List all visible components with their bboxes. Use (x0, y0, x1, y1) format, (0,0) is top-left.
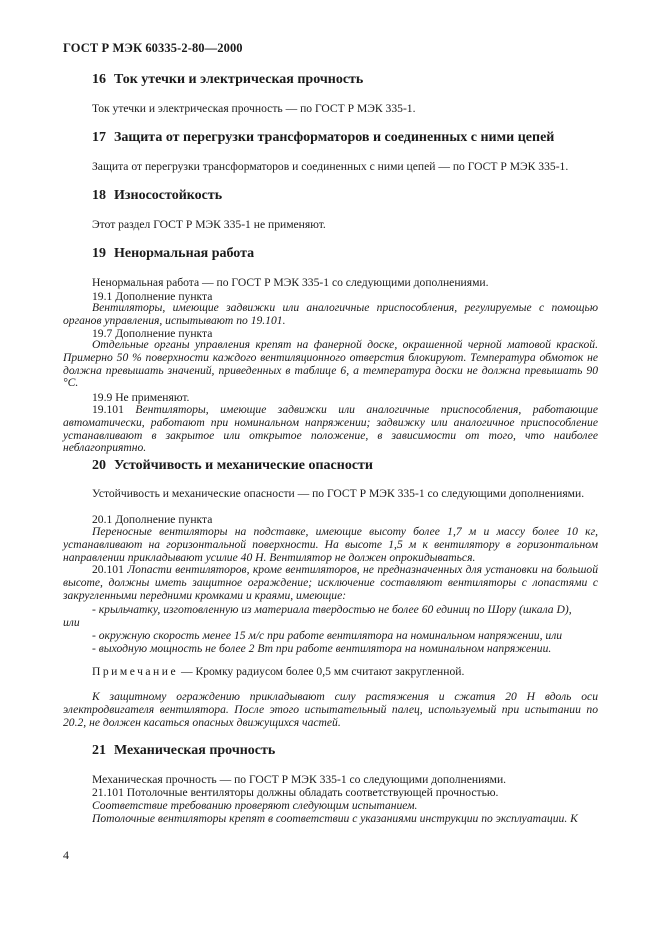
clause-20-101 (63, 564, 598, 602)
clause-19-1: 19.1 Дополнение пункта (92, 290, 213, 303)
section-20-intro: Устойчивость и механические опасности — по ГОСТ Р МЭК 335-1 со следующими дополнениями. (92, 487, 585, 500)
clause-20-1: 20.1 Дополнение пункта (92, 513, 213, 526)
section-17-heading (92, 130, 554, 146)
section-title: Ненормальная работа (114, 246, 255, 261)
section-title: Износостойкость (114, 188, 223, 203)
clause-20-1-text: Переносные вентиляторы на подставке, имеющие высоту более 1,7 м и массу более 10 кг, устанавливают на горизонтальной поверхности. На высоте 1,5 м к вентилятору в горизонтальном направлении прикладывают усилие 40 Н. Вентилятор не должен опрокидываться. (63, 525, 598, 564)
note-label: Примечание (92, 665, 179, 678)
list-item-power: - выходную мощность не более 2 Вт при работе вентилятора на номинальном напряжении. (92, 642, 552, 655)
section-title: Устойчивость и механические опасности (114, 458, 373, 473)
clause-21-101: 21.101 Потолочные вентиляторы должны обладать соответствующей прочностью. (92, 786, 499, 799)
list-item-speed: - окружную скорость менее 15 м/с при работе вентилятора на номинальном напряжении, или (92, 629, 563, 642)
clause-19-7: 19.7 Дополнение пункта (92, 327, 213, 340)
list-item-hardness: - крыльчатку, изготовленную из материала твердостью не более 60 единиц по Шору (шкала D), (92, 603, 572, 616)
section-16-heading (92, 72, 363, 88)
section-20-heading (92, 458, 373, 474)
section-title: Механическая прочность (114, 743, 276, 758)
compliance-check: Соответствие требованию проверяют следующим испытанием. (92, 799, 418, 812)
page-number: 4 (63, 848, 69, 862)
section-16-text: Ток утечки и электрическая прочность — по ГОСТ Р МЭК 335-1. (92, 102, 416, 115)
section-19-intro: Ненормальная работа — по ГОСТ Р МЭК 335-1 со следующими дополнениями. (92, 276, 489, 289)
clause-19-101 (63, 404, 598, 455)
clause-19-7-text: Отдельные органы управления крепят на фанерной доске, окрашенной черной матовой краской. Примерно 50 % поверхности каждого вентиляционного отверстия блокируют. Температура обмоток не должна превышать значений, приведенных в таблице 6, а температура доски не должна превышать 90 °С. (63, 338, 598, 390)
note-text: — Кромку радиусом более 0,5 мм считают закругленной. (178, 665, 465, 678)
clause-text: Лопасти вентиляторов, кроме вентиляторов, не предназначенных для установки на большой высоте, должны иметь защитное ограждение; исключение составляют вентиляторы с лопастями с закругленными передними кромками и краями, имеющие: (63, 563, 598, 602)
clause-19-9: 19.9 Не применяют. (92, 391, 190, 404)
section-number: 21 (92, 743, 106, 758)
section-number: 18 (92, 188, 106, 203)
clause-number: 20.101 (92, 563, 124, 576)
section-21-heading (92, 743, 275, 759)
guard-test-text: К защитному ограждению прикладывают силу растяжения и сжатия 20 Н вдоль оси электродвигателя вентилятора. После этого испытательный палец, используемый при испытании по 20.2, не должен касаться опасных движущихся частей. (63, 690, 598, 729)
ceiling-fan-mounting: Потолочные вентиляторы крепят в соответствии с указаниями инструкции по эксплуатации. К (92, 812, 578, 825)
section-number: 20 (92, 458, 106, 473)
clause-text: Вентиляторы, имеющие задвижки или аналогичные приспособления, работающие автоматически, работают при номинальном напряжении; задвижку или аналогичное приспособление устанавливают в закрытое или открытое положение, в зависимости от того, что наиболее неблагоприятно. (63, 403, 598, 455)
section-number: 19 (92, 246, 106, 261)
section-21-intro: Механическая прочность — по ГОСТ Р МЭК 335-1 со следующими дополнениями. (92, 773, 507, 786)
section-number: 16 (92, 72, 106, 87)
clause-number: 19.101 (92, 403, 124, 416)
section-title: Защита от перегрузки трансформаторов и соединенных с ними цепей (114, 130, 555, 145)
section-18-text: Этот раздел ГОСТ Р МЭК 335-1 не применяют. (92, 218, 326, 231)
clause-19-1-text: Вентиляторы, имеющие задвижки или аналогичные приспособления, регулируемые с помощью органов управления, испытывают по 19.101. (63, 301, 598, 327)
section-number: 17 (92, 130, 106, 145)
list-connector-or: или (63, 616, 80, 629)
section-title: Ток утечки и электрическая прочность (114, 72, 364, 87)
section-19-heading (92, 246, 254, 262)
section-17-text: Защита от перегрузки трансформаторов и соединенных с ними цепей — по ГОСТ Р МЭК 335-1. (92, 160, 569, 173)
note (92, 665, 464, 678)
running-header: ГОСТ Р МЭК 60335-2-80—2000 (63, 41, 243, 55)
section-18-heading (92, 188, 222, 204)
